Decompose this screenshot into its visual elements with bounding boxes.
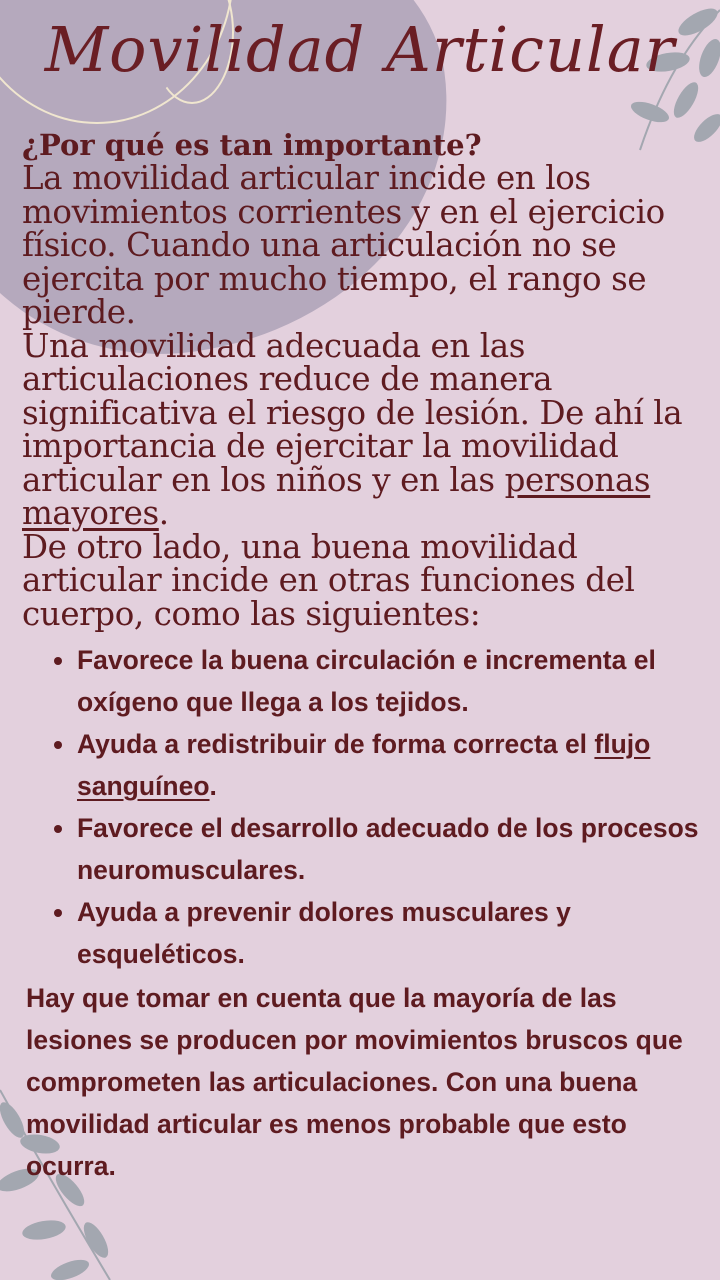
list-item: • Favorece la buena circulación e incrementa el oxígeno que llega a los tejidos. [77,639,702,723]
list-item [77,723,702,807]
benefits-list [22,639,702,975]
list-item-text: Ayuda a redistribuir de forma correcta el [77,729,595,759]
list-item: • Favorece el desarrollo adecuado de los procesos neuromusculares. [77,807,702,891]
list-item-text-end: . [209,771,217,801]
main-content [22,128,702,1187]
personas-mayores-link[interactable]: personas mayores [22,460,651,532]
paragraph-intro: La movilidad articular incide en los movimientos corrientes y en el ejercicio físico. Cuando una articulación no se ejercita por mucho tiempo, el rango se pierde. [22,159,665,331]
section-heading: ¿Por qué es tan importante? [22,128,482,162]
list-item: • Ayuda a prevenir dolores musculares y esqueléticos. [77,891,702,975]
closing-paragraph: Hay que tomar en cuenta que la mayoría de las lesiones se producen por movimientos bruscos que comprometen las articulaciones. Con una buena movilidad articular es menos probable que esto ocurra. [26,983,683,1181]
page-title: Movilidad Articular [44,13,676,86]
paragraph-text: Una movilidad adecuada en las articulaciones reduce de manera significativa el riesgo de lesión. De ahí la importancia de ejercitar la movilidad articular en los niños y en las [22,326,683,499]
paragraph-text-end: . [158,494,169,532]
paragraph-injury-risk [22,326,702,532]
flujo-sanguineo-link[interactable]: flujo sanguíneo [77,729,651,801]
paragraph-functions: De otro lado, una buena movilidad articular incide en otras funciones del cuerpo, como las siguientes: [22,527,635,633]
